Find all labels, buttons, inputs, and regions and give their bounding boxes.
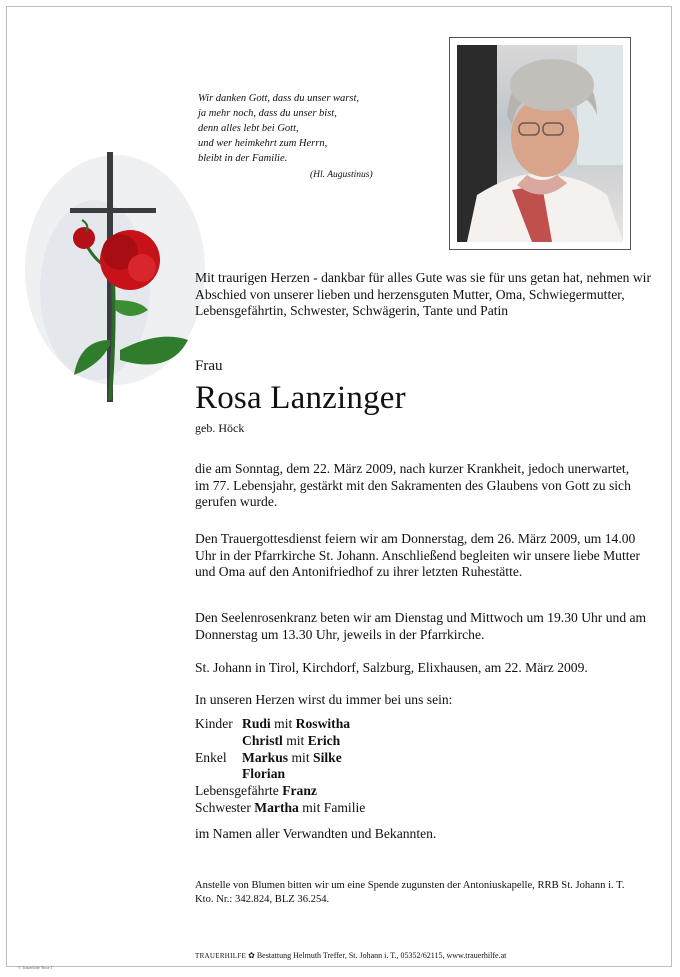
death-paragraph: die am Sonntag, dem 22. März 2009, nach kurzer Krankheit, jedoch unerwartet, im 77. Lebensjahr, gestärkt mit den Sakramenten des Glaubens von Gott zu sich gerufen wurde. bbox=[195, 461, 631, 510]
mit-word: mit bbox=[291, 749, 310, 765]
enkel-label: Enkel bbox=[195, 749, 227, 765]
mit-word: mit bbox=[274, 716, 293, 731]
survivor-row bbox=[195, 750, 365, 767]
survivor-row bbox=[195, 766, 365, 783]
quote-block bbox=[198, 91, 438, 183]
quote-line: und wer heimkehrt zum Herrn, bbox=[198, 138, 328, 149]
copyright-note: © Trauerhilfe 'Rose 1' bbox=[18, 965, 54, 970]
mit-familie: mit Familie bbox=[302, 799, 366, 815]
quote-line: bleibt in der Familie. bbox=[198, 153, 288, 164]
quote-line: Wir danken Gott, dass du unser warst, bbox=[198, 93, 360, 104]
cross-rose-emblem bbox=[20, 150, 210, 420]
closing-line: im Namen aller Verwandten und Bekannten. bbox=[195, 826, 437, 841]
footer bbox=[195, 951, 506, 960]
sister-label: Schwester bbox=[195, 799, 251, 815]
salutation: Frau bbox=[195, 358, 223, 374]
mit-word: mit bbox=[286, 732, 305, 748]
survivor-name: Markus bbox=[242, 749, 289, 765]
place-date: St. Johann in Tirol, Kirchdorf, Salzburg, Elixhausen, am 22. März 2009. bbox=[195, 660, 588, 675]
footer-text: Bestattung Helmuth Treffer, St. Johann i. T., 05352/62115, www.trauerhilfe.at bbox=[256, 951, 507, 960]
deceased-name: Rosa Lanzinger bbox=[195, 380, 406, 416]
survivor-name: Roswitha bbox=[295, 716, 351, 731]
funeral-paragraph: Den Trauergottesdienst feiern wir am Donnerstag, dem 26. März 2009, um 14.00 Uhr in der Pfarrkirche St. Johann. Anschließend begleiten wir unsere liebe Mutter und Oma auf den Antonifriedhof zu ihrer letzten Ruhestätte. bbox=[195, 531, 641, 580]
portrait-photo bbox=[457, 45, 623, 242]
survivor-name: Erich bbox=[307, 732, 341, 748]
survivors-list bbox=[195, 716, 365, 817]
quote-line: denn alles lebt bei Gott, bbox=[198, 123, 299, 134]
survivor-name: Christl bbox=[242, 732, 283, 748]
survivor-row bbox=[195, 783, 365, 800]
intro-text: Mit traurigen Herzen - dankbar für alles Gute was sie für uns getan hat, nehmen wir Abschied von unserer lieben und herzensguten Mutter, Oma, Schwiegermutter, Lebensgefährtin, Schwester, Schwägerin, Tante und Patin bbox=[195, 270, 651, 319]
quote-author: (Hl. Augustinus) bbox=[310, 170, 373, 180]
survivor-name: Franz bbox=[282, 783, 317, 799]
partner-label: Lebensgefährte bbox=[195, 783, 279, 799]
hearts-line: In unseren Herzen wirst du immer bei uns sein: bbox=[195, 692, 453, 707]
portrait-frame bbox=[449, 37, 631, 250]
kinder-label: Kinder bbox=[195, 716, 233, 731]
quote-line: ja mehr noch, dass du unser bist, bbox=[198, 108, 337, 119]
donation-note: Anstelle von Blumen bitten wir um eine Spende zugunsten der Antoniuskapelle, RRB St. Johann i. T. Kto. Nr.: 342.824, BLZ 36.254. bbox=[195, 880, 625, 905]
survivor-name: Rudi bbox=[242, 716, 271, 731]
survivor-name: Florian bbox=[242, 766, 286, 782]
flower-icon: ✿ bbox=[248, 951, 255, 960]
survivor-row bbox=[195, 800, 365, 817]
survivor-name: Silke bbox=[313, 749, 342, 765]
maiden-name: geb. Höck bbox=[195, 421, 245, 435]
survivor-name: Martha bbox=[254, 799, 299, 815]
survivor-row bbox=[195, 733, 365, 750]
rosary-paragraph: Den Seelenrosenkranz beten wir am Dienstag und Mittwoch um 19.30 Uhr und am Donnerstag um 13.30 Uhr, jeweils in der Pfarrkirche. bbox=[195, 610, 647, 642]
survivor-row bbox=[195, 716, 365, 733]
footer-brand: TRAUERHILFE bbox=[195, 952, 247, 960]
